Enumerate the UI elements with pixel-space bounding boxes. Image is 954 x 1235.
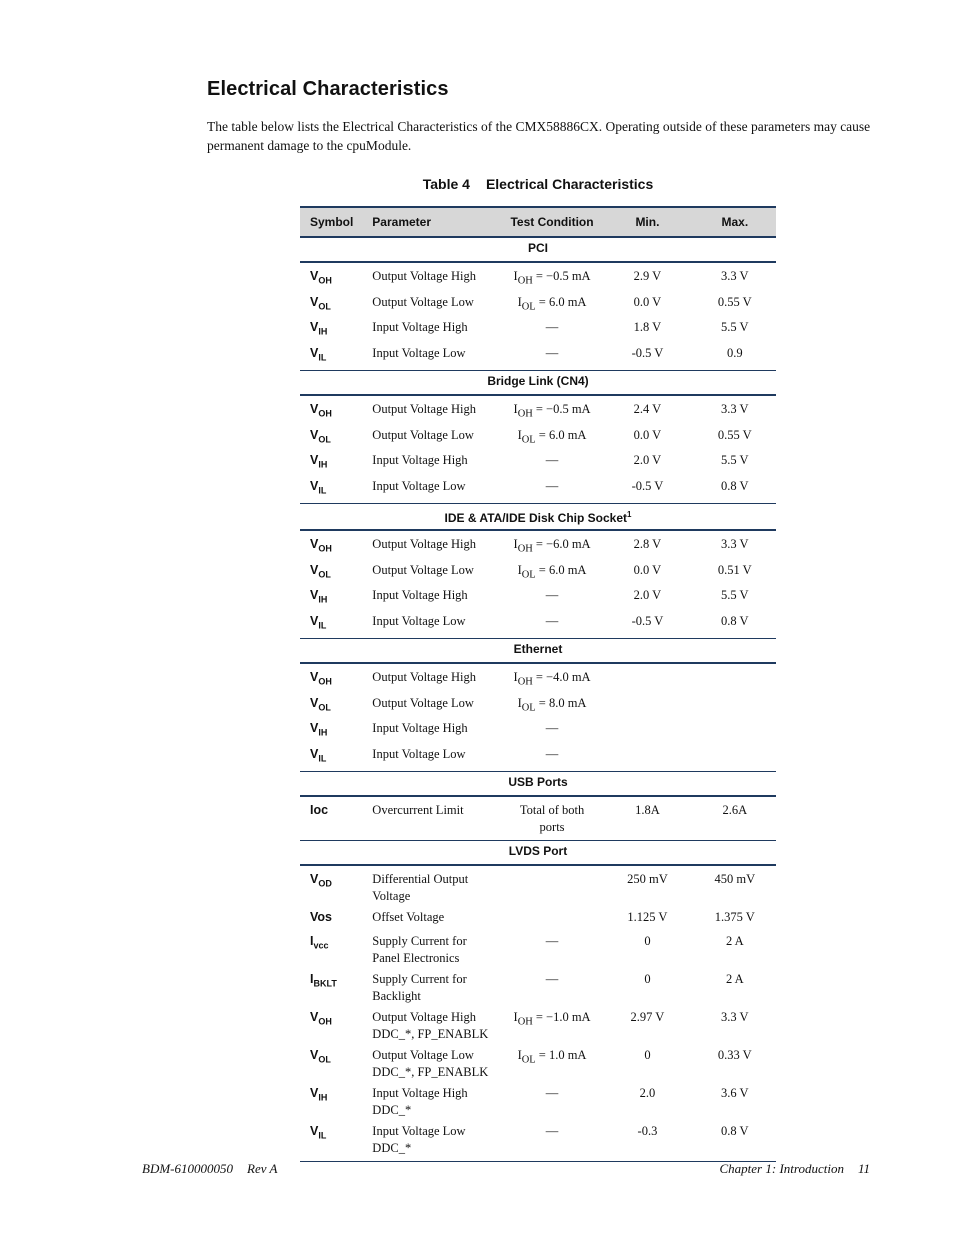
- min-cell: [601, 663, 693, 693]
- symbol-subscript: OL: [318, 702, 331, 712]
- symbol-cell: [300, 796, 372, 841]
- table-body: [300, 237, 776, 1162]
- symbol-text: V: [310, 402, 319, 416]
- min-cell: 0.0 V: [633, 562, 662, 577]
- min-cell: 0.0 V: [633, 427, 662, 442]
- symbol-cell: [300, 317, 372, 343]
- parameter-cell: Differential Output Voltage: [372, 872, 469, 903]
- symbol-text: V: [310, 478, 319, 493]
- symbol-text: V: [310, 427, 319, 442]
- max-cell: 0.8 V: [694, 476, 776, 504]
- max-cell: 1.375 V: [714, 910, 755, 924]
- test-condition-cell: $I_{OH} = -0.5$ mA: [513, 269, 591, 287]
- symbol-cell: [300, 865, 372, 907]
- max-cell: 0.33 V: [717, 1048, 752, 1062]
- table-row: [300, 744, 776, 772]
- min-cell: [601, 718, 693, 744]
- symbol-subscript: OH: [318, 543, 332, 554]
- parameter-cell: Input Voltage High: [372, 721, 468, 735]
- parameter-cell: Input Voltage Low: [372, 476, 503, 504]
- min-cell: 2.9 V: [633, 269, 662, 283]
- symbol-text: V: [310, 294, 319, 309]
- electrical-characteristics-table: [300, 206, 776, 1162]
- test-condition-cell: —: [545, 588, 559, 602]
- symbol-text: V: [310, 746, 319, 761]
- symbol-cell: [300, 718, 372, 744]
- test-condition-cell: $I_{OH} = -0.5$ mA: [513, 402, 591, 420]
- symbol-cell: [300, 476, 372, 504]
- min-cell: 2.0: [639, 1086, 656, 1100]
- section-title-text: IDE & ATA/IDE Disk Chip Socket: [444, 511, 628, 525]
- header-test-condition: Test Condition: [503, 207, 601, 237]
- parameter-cell: Output Voltage High DDC_*, FP_ENABLK: [372, 1010, 489, 1041]
- symbol-subscript: IH: [318, 727, 328, 738]
- min-cell: 1.125 V: [627, 910, 668, 924]
- table-row: [300, 530, 776, 560]
- page-number: 11: [857, 1161, 870, 1176]
- table-row: [300, 425, 776, 451]
- section-title: [300, 841, 776, 866]
- test-condition-cell: —: [545, 320, 559, 334]
- parameter-cell: Output Voltage High: [372, 537, 477, 551]
- test-condition-cell: [503, 907, 601, 931]
- parameter-cell: Output Voltage Low: [372, 294, 474, 309]
- max-cell: 450 mV: [714, 872, 756, 886]
- symbol-text: V: [310, 269, 319, 283]
- max-cell: 2 A: [725, 972, 744, 986]
- table-row: [300, 1007, 776, 1045]
- symbol-text: V: [310, 1086, 319, 1100]
- symbol-subscript: IL: [318, 753, 327, 763]
- section-row: [300, 504, 776, 531]
- symbol-text: V: [310, 695, 319, 710]
- symbol-subscript: IH: [318, 594, 328, 605]
- symbol-subscript: IL: [318, 620, 327, 630]
- section-row: [300, 772, 776, 797]
- parameter-cell: Output Voltage Low: [372, 695, 474, 710]
- test-condition-cell: $I_{OL} = 1.0$ mA: [517, 1048, 587, 1066]
- table-row: [300, 969, 776, 1007]
- table-title: Electrical Characteristics: [485, 176, 654, 192]
- symbol-cell: [300, 663, 372, 693]
- max-cell: [694, 693, 776, 719]
- symbol-subscript: OL: [318, 1054, 331, 1065]
- min-cell: -0.3: [601, 1121, 693, 1162]
- parameter-cell: Output Voltage High: [372, 402, 477, 416]
- max-cell: 3.3 V: [721, 537, 749, 551]
- table-row: [300, 1083, 776, 1121]
- symbol-subscript: IL: [318, 1130, 327, 1141]
- symbol-text: V: [310, 1010, 319, 1024]
- parameter-cell: Output Voltage High: [372, 670, 477, 684]
- table-row: [300, 865, 776, 907]
- symbol-cell: [300, 744, 372, 772]
- symbol-cell: [300, 1007, 372, 1045]
- test-condition-cell: $I_{OH} = -4.0$ mA: [513, 670, 591, 688]
- max-cell: 0.55 V: [717, 294, 752, 309]
- test-condition-cell: $I_{OH} = -6.0$ mA: [513, 537, 591, 555]
- test-condition-cell: —: [503, 611, 601, 639]
- chapter-label: Chapter 1: Introduction: [719, 1161, 844, 1176]
- doc-revision: Rev A: [247, 1161, 278, 1176]
- symbol-text: Vos: [310, 910, 332, 924]
- symbol-cell: [300, 530, 372, 560]
- max-cell: 3.3 V: [721, 269, 749, 283]
- max-cell: 0.9: [694, 343, 776, 371]
- symbol-cell: [300, 450, 372, 476]
- table-row: [300, 907, 776, 931]
- parameter-cell: Input Voltage Low DDC_*: [372, 1121, 503, 1162]
- intro-paragraph: The table below lists the Electrical Characteristics of the CMX58886CX. Operating outside of these parameters may cause permanent damage to the cpuModule.: [207, 119, 871, 153]
- footer-doc-id: [142, 1161, 277, 1177]
- parameter-cell: Output Voltage High: [372, 269, 477, 283]
- symbol-subscript: vcc: [313, 940, 329, 951]
- symbol-text: V: [310, 537, 319, 551]
- section-title: [300, 237, 776, 262]
- section-title-text: PCI: [527, 241, 548, 255]
- table-row: [300, 796, 776, 841]
- min-cell: 2.0 V: [633, 453, 662, 467]
- symbol-subscript: IH: [318, 459, 328, 470]
- table-row: [300, 663, 776, 693]
- symbol-text: V: [310, 453, 319, 467]
- parameter-cell: Input Voltage High DDC_*: [372, 1086, 468, 1117]
- symbol-text: V: [310, 320, 319, 334]
- min-cell: [601, 744, 693, 772]
- min-cell: 2.0 V: [633, 588, 662, 602]
- min-cell: 2.97 V: [630, 1010, 665, 1024]
- header-max: Max.: [694, 207, 776, 237]
- section-heading: Electrical Characteristics: [207, 78, 449, 100]
- symbol-text: V: [310, 613, 319, 628]
- test-condition-cell: —: [503, 744, 601, 772]
- symbol-cell: [300, 1045, 372, 1083]
- symbol-text: V: [310, 562, 319, 577]
- table-number: Table 4: [422, 176, 470, 192]
- table-row: [300, 931, 776, 969]
- symbol-cell: [300, 425, 372, 451]
- parameter-cell: Supply Current for Panel Electronics: [372, 934, 467, 965]
- max-cell: [694, 718, 776, 744]
- section-title-text: LVDS Port: [508, 844, 568, 858]
- table-row: [300, 693, 776, 719]
- symbol-text: V: [310, 588, 319, 602]
- min-cell: -0.5 V: [601, 476, 693, 504]
- min-cell: 0: [644, 934, 651, 948]
- test-condition-cell: —: [503, 1121, 601, 1162]
- symbol-cell: [300, 585, 372, 611]
- test-condition-cell: —: [545, 934, 559, 948]
- min-cell: 2.4 V: [633, 402, 662, 416]
- section-title: [300, 639, 776, 664]
- symbol-text: Ioc: [310, 803, 329, 817]
- symbol-cell: [300, 611, 372, 639]
- max-cell: 5.5 V: [721, 453, 749, 467]
- max-cell: 3.3 V: [721, 1010, 749, 1024]
- symbol-subscript: IL: [318, 485, 327, 495]
- section-title-text: USB Ports: [508, 775, 568, 789]
- max-cell: [694, 744, 776, 772]
- section-row: [300, 841, 776, 866]
- parameter-cell: Output Voltage Low DDC_*, FP_ENABLK: [372, 1048, 489, 1079]
- max-cell: 3.6 V: [721, 1086, 749, 1100]
- table-row: [300, 476, 776, 504]
- min-cell: 250 mV: [627, 872, 668, 886]
- footnote-marker: 1: [627, 510, 632, 519]
- min-cell: 1.8 V: [633, 320, 662, 334]
- min-cell: 0.0 V: [633, 294, 662, 309]
- parameter-cell: Input Voltage High: [372, 320, 468, 334]
- table-row: [300, 1045, 776, 1083]
- symbol-text: V: [310, 345, 319, 360]
- max-cell: 3.3 V: [721, 402, 749, 416]
- min-cell: 0: [644, 972, 651, 986]
- symbol-subscript: BKLT: [313, 978, 337, 989]
- max-cell: 5.5 V: [721, 588, 749, 602]
- table-row: [300, 611, 776, 639]
- symbol-cell: [300, 693, 372, 719]
- min-cell: 2.8 V: [633, 537, 662, 551]
- section-title-text: Bridge Link (CN4): [487, 374, 589, 388]
- symbol-cell: [300, 1121, 372, 1162]
- test-condition-cell: $I_{OL} = 6.0$ mA: [517, 294, 587, 312]
- test-condition-cell: Total of both ports: [503, 796, 601, 841]
- section-title: [300, 772, 776, 797]
- section-title: [300, 504, 776, 531]
- symbol-cell: [300, 931, 372, 969]
- symbol-text: I: [310, 934, 314, 948]
- symbol-text: V: [310, 1048, 319, 1062]
- test-condition-cell: [503, 865, 601, 907]
- max-cell: 0.8 V: [694, 611, 776, 639]
- table-row: [300, 317, 776, 343]
- parameter-cell: Overcurrent Limit: [372, 796, 503, 841]
- parameter-cell: Output Voltage Low: [372, 427, 474, 442]
- symbol-subscript: OH: [318, 275, 332, 286]
- symbol-text: I: [310, 972, 314, 986]
- table-row: [300, 262, 776, 292]
- footer-chapter: [720, 1161, 871, 1177]
- symbol-cell: [300, 292, 372, 318]
- test-condition-cell: $I_{OL} = 8.0$ mA: [517, 695, 587, 713]
- section-row: [300, 639, 776, 664]
- symbol-subscript: OH: [318, 408, 332, 419]
- table-row: [300, 718, 776, 744]
- test-condition-cell: $I_{OL} = 6.0$ mA: [517, 562, 587, 580]
- parameter-cell: Input Voltage Low: [372, 611, 503, 639]
- min-cell: -0.5 V: [601, 611, 693, 639]
- test-condition-cell: —: [503, 476, 601, 504]
- test-condition-cell: —: [545, 1086, 559, 1100]
- symbol-subscript: IL: [318, 352, 327, 362]
- symbol-text: V: [310, 721, 319, 735]
- symbol-subscript: OD: [318, 878, 332, 889]
- parameter-cell: Supply Current for Backlight: [372, 972, 467, 1003]
- max-cell: 2 A: [725, 934, 744, 948]
- symbol-subscript: OL: [318, 434, 331, 444]
- table-row: [300, 395, 776, 425]
- header-parameter: Parameter: [372, 207, 503, 237]
- symbol-cell: [300, 1083, 372, 1121]
- table-caption: [300, 176, 776, 192]
- symbol-text: V: [310, 1124, 319, 1138]
- symbol-cell: [300, 907, 372, 931]
- header-symbol: Symbol: [300, 207, 372, 237]
- min-cell: -0.5 V: [601, 343, 693, 371]
- min-cell: 0: [644, 1048, 651, 1062]
- test-condition-cell: $I_{OL} = 6.0$ mA: [517, 427, 587, 445]
- symbol-cell: [300, 262, 372, 292]
- section-title-text: Ethernet: [513, 642, 563, 656]
- parameter-cell: Input Voltage Low: [372, 343, 503, 371]
- min-cell: 1.8A: [601, 796, 693, 841]
- table-row: [300, 292, 776, 318]
- max-cell: 2.6A: [694, 796, 776, 841]
- symbol-subscript: OL: [318, 301, 331, 311]
- parameter-cell: Input Voltage High: [372, 588, 468, 602]
- section-title: [300, 371, 776, 396]
- symbol-cell: [300, 395, 372, 425]
- symbol-cell: [300, 969, 372, 1007]
- symbol-cell: [300, 343, 372, 371]
- test-condition-cell: —: [545, 972, 559, 986]
- symbol-subscript: OL: [318, 569, 331, 579]
- test-condition-cell: —: [545, 721, 559, 735]
- parameter-cell: Input Voltage High: [372, 453, 468, 467]
- symbol-text: V: [310, 670, 319, 684]
- section-row: [300, 237, 776, 262]
- table-row: [300, 450, 776, 476]
- table-row: [300, 585, 776, 611]
- parameter-cell: Offset Voltage: [372, 910, 445, 924]
- test-condition-cell: —: [545, 453, 559, 467]
- doc-number: BDM-610000050: [142, 1161, 233, 1176]
- symbol-subscript: IH: [318, 326, 328, 337]
- max-cell: 5.5 V: [721, 320, 749, 334]
- max-cell: 0.51 V: [717, 562, 752, 577]
- symbol-subscript: IH: [318, 1092, 328, 1103]
- header-min: Min.: [601, 207, 693, 237]
- min-cell: [601, 693, 693, 719]
- table-row: [300, 343, 776, 371]
- test-condition-cell: $I_{OH} = -1.0$ mA: [513, 1010, 591, 1028]
- max-cell: 0.55 V: [717, 427, 752, 442]
- table-row: [300, 560, 776, 586]
- table-header-row: [300, 207, 776, 237]
- symbol-subscript: OH: [318, 676, 332, 687]
- table-row: [300, 1121, 776, 1162]
- test-condition-cell: —: [503, 343, 601, 371]
- parameter-cell: Output Voltage Low: [372, 562, 474, 577]
- max-cell: 0.8 V: [694, 1121, 776, 1162]
- symbol-text: V: [310, 872, 319, 886]
- max-cell: [694, 663, 776, 693]
- symbol-cell: [300, 560, 372, 586]
- symbol-subscript: OH: [318, 1016, 332, 1027]
- parameter-cell: Input Voltage Low: [372, 744, 503, 772]
- section-row: [300, 371, 776, 396]
